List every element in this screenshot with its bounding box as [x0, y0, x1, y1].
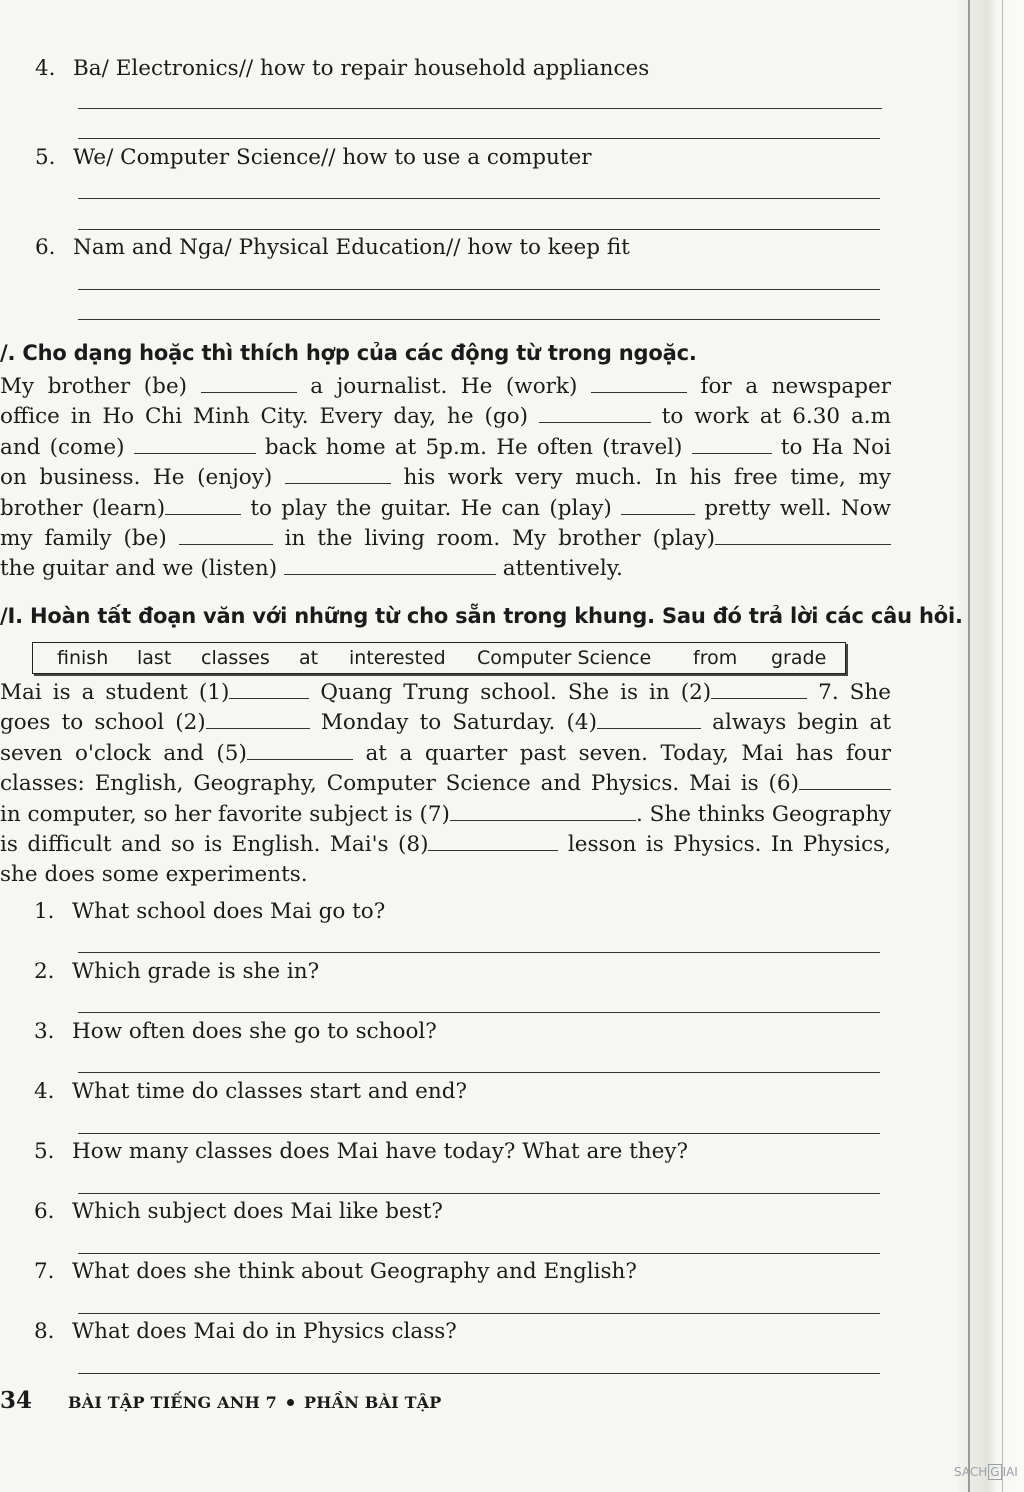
question-number: 2. [34, 959, 55, 984]
section-v-paragraph: My brother (be) a journalist. He (work) for a newspaper office in Ho Chi Minh City. Every day, he (go) to work at 6.30 a.m and (come) back home at 5p.m. He often (travel) to Ha Noi on business. He (enjoy) his work very much. In his free time, my brother (learn) to play the guitar. He can (play) pretty well. Now my family (be) in the living room. My brother (play) the guitar and we (listen) attentively. [0, 374, 891, 582]
item-number: 6. [35, 235, 56, 260]
blank[interactable] [597, 710, 701, 729]
answer-line[interactable] [78, 1193, 880, 1194]
blank[interactable] [284, 556, 496, 575]
question-number: 7. [34, 1259, 55, 1284]
blank[interactable] [229, 680, 309, 699]
question-text: How often does she go to school? [72, 1019, 437, 1044]
question-text: Which subject does Mai like best? [72, 1199, 443, 1224]
question-number: 6. [34, 1199, 55, 1224]
section-vi-paragraph: Mai is a student (1) Quang Trung school. She is in (2) 7. She goes to school (2) Monday to Saturday. (4) always begin at seven o'clock and (5) at a quarter past seven. Today, Mai has four classes: English, Geography, Computer Science and Physics. Mai is (6) in computer, so her favorite subject is (7) . She thinks Geography is difficult and so is English. Mai's (8) lesson is Physics. In Physics, she does some experiments. [0, 680, 891, 888]
question-number: 3. [34, 1019, 55, 1044]
answer-line[interactable] [78, 138, 880, 139]
blank[interactable] [591, 374, 687, 393]
word-bank-item: grade [771, 647, 827, 669]
item-number: 5. [35, 145, 56, 170]
question-text: What time do classes start and end? [72, 1079, 467, 1104]
blank[interactable] [692, 435, 772, 454]
blank[interactable] [715, 526, 891, 545]
word-bank-item: last [137, 647, 172, 669]
blank[interactable] [450, 802, 636, 821]
blank[interactable] [285, 465, 391, 484]
answer-line[interactable] [78, 289, 880, 290]
answer-line[interactable] [78, 1313, 880, 1314]
question-number: 4. [34, 1079, 55, 1104]
word-bank-item: interested [349, 647, 446, 669]
item-number: 4. [35, 56, 56, 81]
blank[interactable] [539, 404, 651, 423]
page-number: 34 [0, 1387, 33, 1414]
word-bank-item: at [299, 647, 319, 669]
answer-line[interactable] [78, 108, 882, 109]
blank[interactable] [206, 710, 310, 729]
blank[interactable] [134, 435, 256, 454]
question-text: How many classes does Mai have today? What are they? [72, 1139, 689, 1164]
word-bank-item: finish [57, 647, 109, 669]
blank[interactable] [179, 526, 273, 545]
watermark-logo: SACH G IAI [954, 1465, 1018, 1479]
word-bank-item: Computer Science [477, 647, 652, 669]
book-footer [68, 1389, 442, 1417]
word-bank-box [32, 642, 846, 674]
answer-line[interactable] [78, 198, 880, 199]
section-v-heading: /. Cho dạng hoặc thì thích hợp của các động từ trong ngoặc. [0, 341, 697, 365]
answer-line[interactable] [78, 229, 880, 230]
blank[interactable] [165, 496, 241, 515]
answer-line[interactable] [78, 1253, 880, 1254]
answer-line[interactable] [78, 952, 880, 953]
word-bank-item: from [693, 647, 738, 669]
bullet-icon [287, 1399, 294, 1406]
answer-line[interactable] [78, 1373, 880, 1374]
question-text: What does she think about Geography and English? [72, 1259, 637, 1284]
item-prompt: Ba/ Electronics// how to repair household appliances [73, 56, 650, 81]
word-bank-item: classes [201, 647, 270, 669]
book-title: BÀI TẬP TIẾNG ANH 7 [68, 1393, 278, 1412]
answer-line[interactable] [78, 319, 880, 320]
blank[interactable] [201, 374, 297, 393]
blank[interactable] [428, 832, 558, 851]
question-number: 1. [34, 899, 55, 924]
book-part: PHẦN BÀI TẬP [304, 1393, 442, 1412]
answer-line[interactable] [78, 1133, 880, 1134]
question-number: 5. [34, 1139, 55, 1164]
question-text: Which grade is she in? [72, 959, 320, 984]
question-text: What school does Mai go to? [72, 899, 386, 924]
blank[interactable] [711, 680, 807, 699]
question-text: What does Mai do in Physics class? [72, 1319, 457, 1344]
question-number: 8. [34, 1319, 55, 1344]
answer-line[interactable] [78, 1072, 880, 1073]
blank[interactable] [621, 496, 695, 515]
blank[interactable] [247, 741, 353, 760]
answer-line[interactable] [78, 1012, 880, 1013]
item-prompt: We/ Computer Science// how to use a computer [73, 145, 592, 170]
book-binding-edge [958, 0, 1024, 1492]
item-prompt: Nam and Nga/ Physical Education// how to keep fit [73, 235, 630, 260]
section-vi-heading: /I. Hoàn tất đoạn văn với những từ cho sẵn trong khung. Sau đó trả lời các câu hỏi. [0, 604, 963, 628]
blank[interactable] [799, 771, 891, 790]
